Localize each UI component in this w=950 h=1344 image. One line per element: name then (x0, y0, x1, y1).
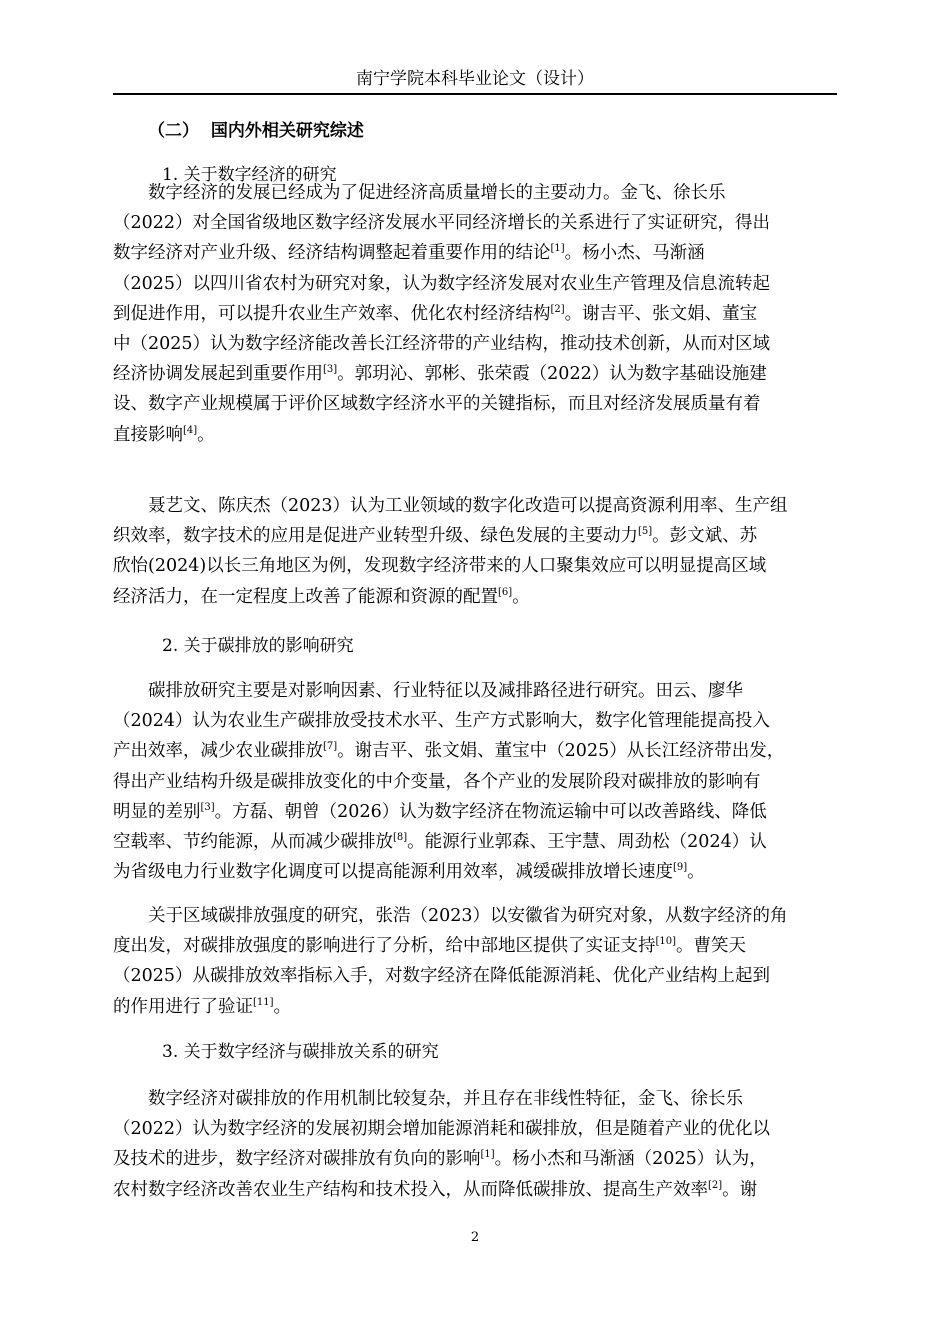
paragraph-line (113, 992, 837, 1022)
line-text: 。 (197, 424, 215, 445)
line-text: 。 (512, 586, 530, 607)
line-text: 。 (273, 996, 292, 1017)
line-text: 的作用进行了验证 (113, 996, 253, 1017)
line-text: 。谢吉平、张文娟、董宝中（2025）从长江经济带出发， (337, 741, 785, 762)
line-text: 数字经济的发展已经成为了促进经济高质量增长的主要动力。金飞、徐长乐 (148, 183, 726, 203)
line-text: 经济活力，在一定程度上改善了能源和资源的配置 (113, 586, 498, 607)
citation-ref: [10] (655, 936, 677, 948)
line-text: 明显的差别 (113, 801, 201, 822)
citation-ref: [9] (673, 862, 688, 874)
line-text: 。谢 (722, 1179, 758, 1200)
line-text: 聂艺文、陈庆杰（2023）认为工业领域的数字化改造可以提高资源利用率、生产组 (148, 496, 788, 516)
body-paragraph (113, 901, 837, 1022)
line-text: 。杨小杰和马渐涵（2025）认为， (494, 1149, 767, 1170)
paragraph-line (113, 1144, 837, 1174)
paragraph-line (113, 389, 837, 419)
paragraph-line (113, 359, 837, 389)
paragraph-line (113, 767, 837, 797)
citation-ref: [1] (480, 1149, 495, 1161)
subsection-heading: 1. 关于数字经济的研究 (162, 165, 337, 185)
citation-ref: [2] (550, 303, 565, 315)
citation-ref: [8] (393, 832, 408, 844)
paragraph-line (113, 329, 837, 359)
line-text: 度出发，对碳排放强度的影响进行了分析，给中部地区提供了实证支持 (113, 936, 656, 957)
paragraph-line (113, 269, 837, 299)
paragraph-line (113, 857, 837, 887)
line-text: 数字经济对产业升级、经济结构调整起着重要作用的结论 (113, 243, 551, 264)
paragraph-line (113, 582, 837, 612)
line-text: 产出效率，减少农业碳排放 (113, 741, 323, 762)
paragraph-line (113, 1084, 837, 1114)
line-text: 到促进作用，可以提升农业生产效率、优化农村经济结构 (113, 303, 551, 324)
paragraph-line (113, 420, 837, 450)
line-text: （2022）对全国省级地区数字经济发展水平同经济增长的关系进行了实证研究，得出 (113, 213, 771, 234)
body-paragraph (113, 1084, 837, 1205)
body-paragraph (113, 178, 837, 450)
paragraph-line (113, 797, 837, 827)
citation-ref: [11] (253, 996, 274, 1008)
line-text: 。曹笑天 (676, 936, 747, 957)
line-text: 及技术的进步，数字经济对碳排放有负向的影响 (113, 1149, 481, 1170)
line-text: 得出产业结构升级是碳排放变化的中介变量，各个产业的发展阶段对碳排放的影响有 (113, 771, 761, 792)
paragraph-line (113, 299, 837, 329)
line-text: 。郭玥沁、郭彬、张荣霞（2022）认为数字基础设施建 (337, 364, 767, 385)
line-text: 中（2025）认为数字经济能改善长江经济带的产业结构，推动技术创新，从而对区域 (113, 334, 771, 355)
line-text: （2025）以四川省农村为研究对象，认为数字经济发展对农业生产管理及信息流转起 (113, 273, 771, 294)
line-text: 为省级电力行业数字化调度可以提高能源利用效率，减缓碳排放增长速度 (113, 862, 673, 883)
citation-ref: [5] (638, 526, 653, 538)
citation-ref: [3] (200, 801, 215, 813)
line-text: 。彭文斌、苏 (652, 526, 758, 547)
line-text: 。谢吉平、张文娟、董宝 (564, 303, 758, 324)
paragraph-line (113, 521, 837, 551)
paragraph-line (113, 676, 837, 706)
line-text: 。方磊、朝曾（2026）认为数字经济在物流运输中可以改善路线、降低 (214, 801, 767, 822)
citation-ref: [6] (498, 586, 513, 598)
section-title: （二） 国内外相关研究综述 (148, 121, 364, 141)
line-text: （2022）认为数字经济的发展初期会增加能源消耗和碳排放，但是随着产业的优化以 (113, 1119, 771, 1140)
line-text: 。杨小杰、马渐涵 (564, 243, 705, 264)
subsection-heading: 2. 关于碳排放的影响研究 (162, 636, 354, 656)
line-text: 。能源行业郭森、王宇慧、周劲松（2024）认 (407, 832, 767, 853)
paragraph-line (113, 1175, 837, 1205)
paragraph-line (113, 491, 837, 521)
running-header: 南宁学院本科毕业论文（设计） (356, 69, 594, 89)
paragraph-line (113, 1114, 837, 1144)
line-text: 直接影响 (113, 424, 183, 445)
paragraph-line (113, 706, 837, 736)
paragraph-line (113, 238, 837, 268)
line-text: 农村数字经济改善农业生产结构和技术投入，从而降低碳排放、提高生产效率 (113, 1179, 708, 1200)
paragraph-line (113, 736, 837, 766)
subsection-heading: 3. 关于数字经济与碳排放关系的研究 (162, 1042, 439, 1062)
body-paragraph (113, 676, 837, 887)
line-text: 欣怡(2024)以长三角地区为例，发现数字经济带来的人口聚集效应可以明显提高区域 (113, 556, 767, 577)
paragraph-line (113, 931, 837, 961)
header-rule (113, 93, 837, 95)
line-text: 设、数字产业规模属于评价区域数字经济水平的关键指标，而且对经济发展质量有着 (113, 394, 761, 415)
line-text: 织效率，数字技术的应用是促进产业转型升级、绿色发展的主要动力 (113, 526, 638, 547)
citation-ref: [7] (323, 741, 338, 753)
paragraph-line (113, 827, 837, 857)
citation-ref: [4] (183, 424, 198, 436)
paragraph-line (113, 961, 837, 991)
paragraph-line (113, 208, 837, 238)
paragraph-line (113, 178, 837, 208)
citation-ref: [2] (708, 1179, 723, 1191)
line-text: 空载率、节约能源，从而减少碳排放 (113, 832, 393, 853)
line-text: （2024）认为农业生产碳排放受技术水平、生产方式影响大，数字化管理能提高投入 (113, 711, 771, 732)
citation-ref: [1] (550, 243, 565, 255)
body-paragraph (113, 491, 837, 612)
page-number: 2 (470, 1230, 480, 1245)
line-text: 。 (687, 862, 705, 883)
citation-ref: [3] (323, 364, 338, 376)
paragraph-line (113, 551, 837, 581)
line-text: 经济协调发展起到重要作用 (113, 364, 323, 385)
line-text: 碳排放研究主要是对影响因素、行业特征以及减排路径进行研究。田云、廖华 (148, 681, 743, 701)
line-text: 关于区域碳排放强度的研究，张浩（2023）以安徽省为研究对象，从数字经济的角 (148, 906, 788, 926)
line-text: 数字经济对碳排放的作用机制比较复杂，并且存在非线性特征，金飞、徐长乐 (148, 1089, 743, 1109)
line-text: （2025）从碳排放效率指标入手，对数字经济在降低能源消耗、优化产业结构上起到 (113, 966, 771, 987)
paragraph-line (113, 901, 837, 931)
